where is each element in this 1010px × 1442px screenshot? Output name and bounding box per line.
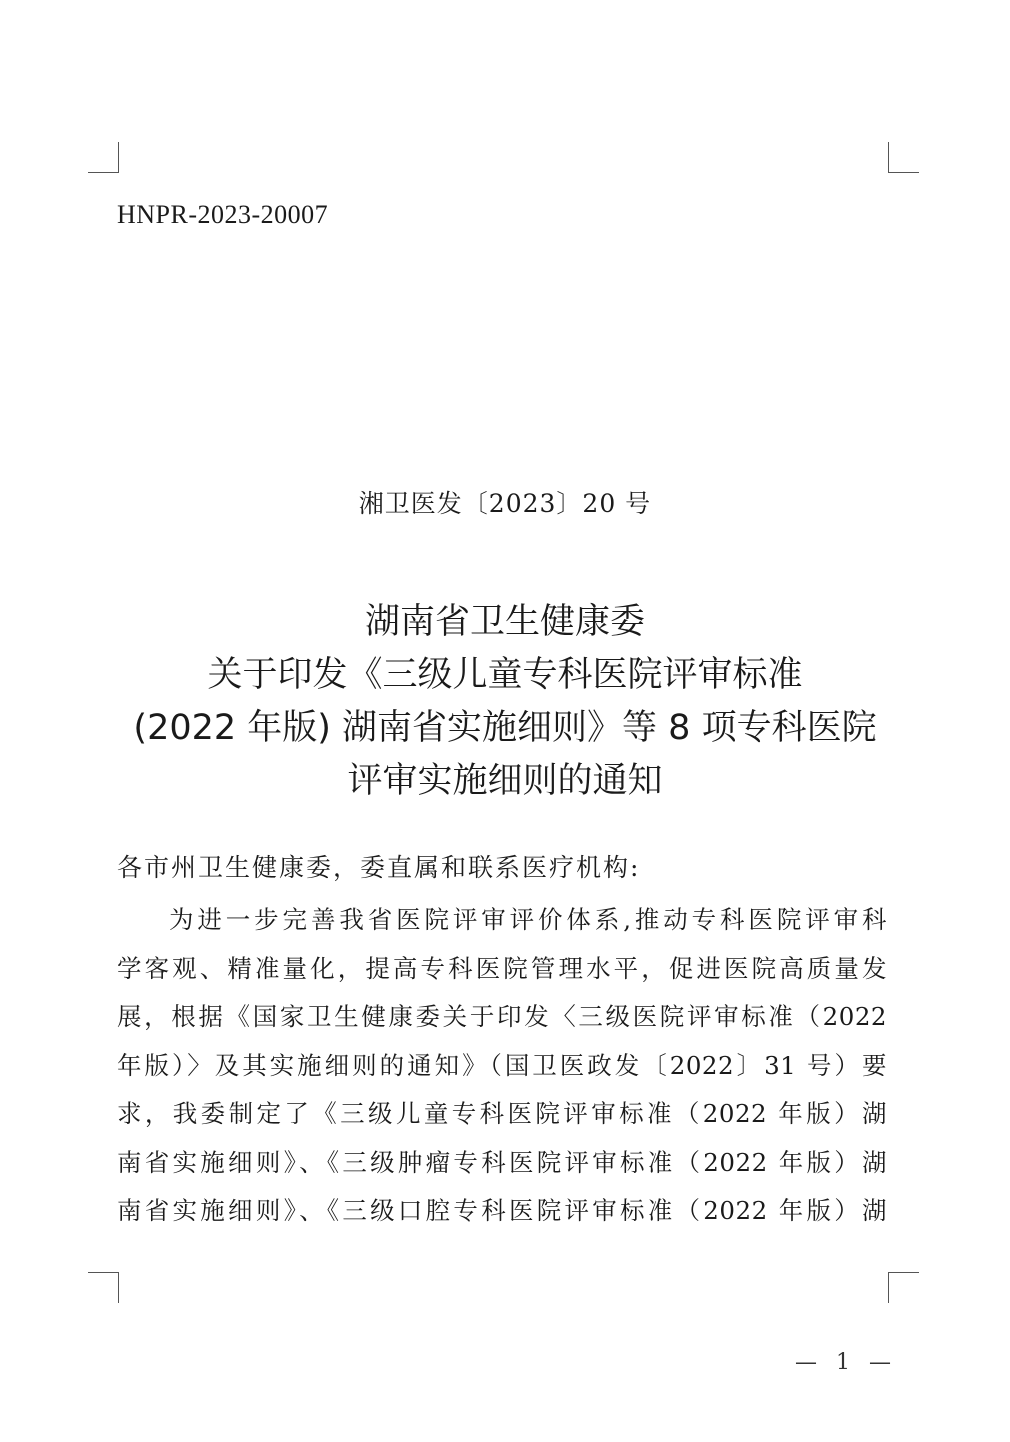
title-line: 湖南省卫生健康委	[364, 602, 645, 642]
crop-mark-bottom-right	[888, 1272, 919, 1303]
crop-mark-top-left	[88, 142, 119, 173]
body-line: 求，我委制定了《三级儿童专科医院评审标准（2022 年版）湖	[117, 1099, 887, 1128]
title-line: 关于印发《三级儿童专科医院评审标准	[207, 655, 803, 695]
body-line: 展，根据《国家卫生健康委关于印发〈三级医院评审标准（2022	[117, 1002, 887, 1031]
body-paragraph	[117, 896, 887, 1236]
body-line: 年版）〉及其实施细则的通知》（国卫医政发〔2022〕31 号）要	[117, 1050, 887, 1080]
document-title	[110, 596, 900, 808]
crop-mark-bottom-left	[88, 1272, 119, 1303]
document-number: 湘卫医发〔2023〕20 号	[358, 489, 652, 518]
body-line: 为进一步完善我省医院评审评价体系,推动专科医院评审科	[169, 905, 887, 934]
body-line: 南省实施细则》、《三级口腔专科医院评审标准（2022 年版）湖	[117, 1196, 887, 1225]
title-line: 评审实施细则的通知	[347, 761, 663, 801]
salutation: 各市州卫生健康委，委直属和联系医疗机构:	[117, 853, 641, 882]
crop-mark-top-right	[888, 142, 919, 173]
body-line: 学客观、精准量化，提高专科医院管理水平，促进医院高质量发	[117, 953, 887, 983]
title-line: (2022 年版) 湖南省实施细则》等 8 项专科医院	[133, 708, 877, 748]
document-code: HNPR-2023-20007	[117, 200, 329, 229]
body-line: 南省实施细则》、《三级肿瘤专科医院评审标准（2022 年版）湖	[117, 1147, 887, 1177]
page-number: — 1 —	[795, 1350, 897, 1375]
